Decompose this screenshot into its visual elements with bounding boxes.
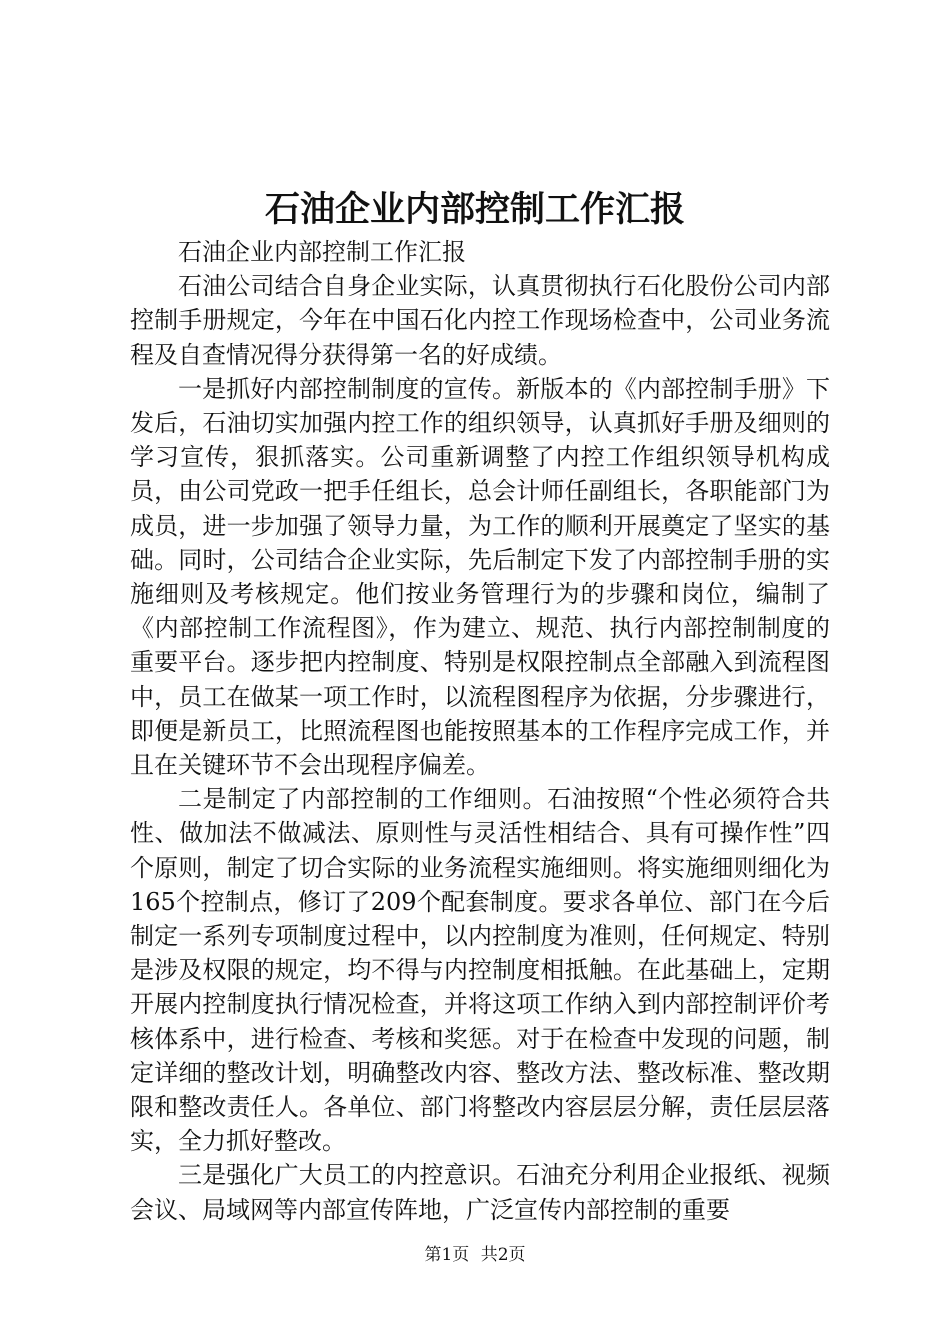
- document-title: 石油企业内部控制工作汇报: [264, 189, 685, 230]
- page-total: 共2页: [480, 1245, 526, 1265]
- page-number: 第1页: [424, 1245, 470, 1265]
- paragraph-point-one: 一是抓好内部控制制度的宣传。新版本的《内部控制手册》下发后，石油切实加强内控工作的组织领导，认真抓好手册及细则的学习宣传，狠抓落实。公司重新调整了内控工作组织领导机构成员，由公司党政一把手任组长，总会计师任副组长，各职能部门为成员，进一步加强了领导力量，为工作的顺利开展奠定了坚实的基础。同时，公司结合企业实际，先后制定下发了内部控制手册的实施细则及考核规定。他们按业务管理行为的步骤和岗位，编制了《内部控制工作流程图》，作为建立、规范、执行内部控制制度的重要平台。逐步把内控制度、特别是权限控制点全部融入到流程图中，员工在做某一项工作时，以流程图程序为依据，分步骤进行，即便是新员工，比照流程图也能按照基本的工作程序完成工作，并且在关键环节不会出现程序偏差。: [130, 374, 830, 780]
- page-footer: [0, 1243, 950, 1267]
- paragraph-intro: 石油公司结合自身企业实际，认真贯彻执行石化股份公司内部控制手册规定，今年在中国石化内控工作现场检查中，公司业务流程及自查情况得分获得第一名的好成绩。: [130, 272, 830, 369]
- paragraph-point-three: 三是强化广大员工的内控意识。石油充分利用企业报纸、视频会议、局域网等内部宣传阵地，广泛宣传内部控制的重要: [130, 1161, 830, 1224]
- paragraph-point-two: 二是制定了内部控制的工作细则。石油按照“个性必须符合共性、做加法不做减法、原则性与灵活性相结合、具有可操作性”四个原则，制定了切合实际的业务流程实施细则。将实施细则细化为165个控制点，修订了209个配套制度。要求各单位、部门在今后制定一系列专项制度过程中，以内控制度为准则，任何规定、特别是涉及权限的规定，均不得与内控制度相抵触。在此基础上，定期开展内控制度执行情况检查，并将这项工作纳入到内部控制评价考核体系中，进行检查、考核和奖惩。对于在检查中发现的问题，制定详细的整改计划，明确整改内容、整改方法、整改标准、整改期限和整改责任人。各单位、部门将整改内容层层分解，责任层层落实，全力抓好整改。: [130, 785, 830, 1156]
- document-body: [130, 235, 830, 1227]
- paragraph-subtitle: 石油企业内部控制工作汇报: [178, 238, 466, 266]
